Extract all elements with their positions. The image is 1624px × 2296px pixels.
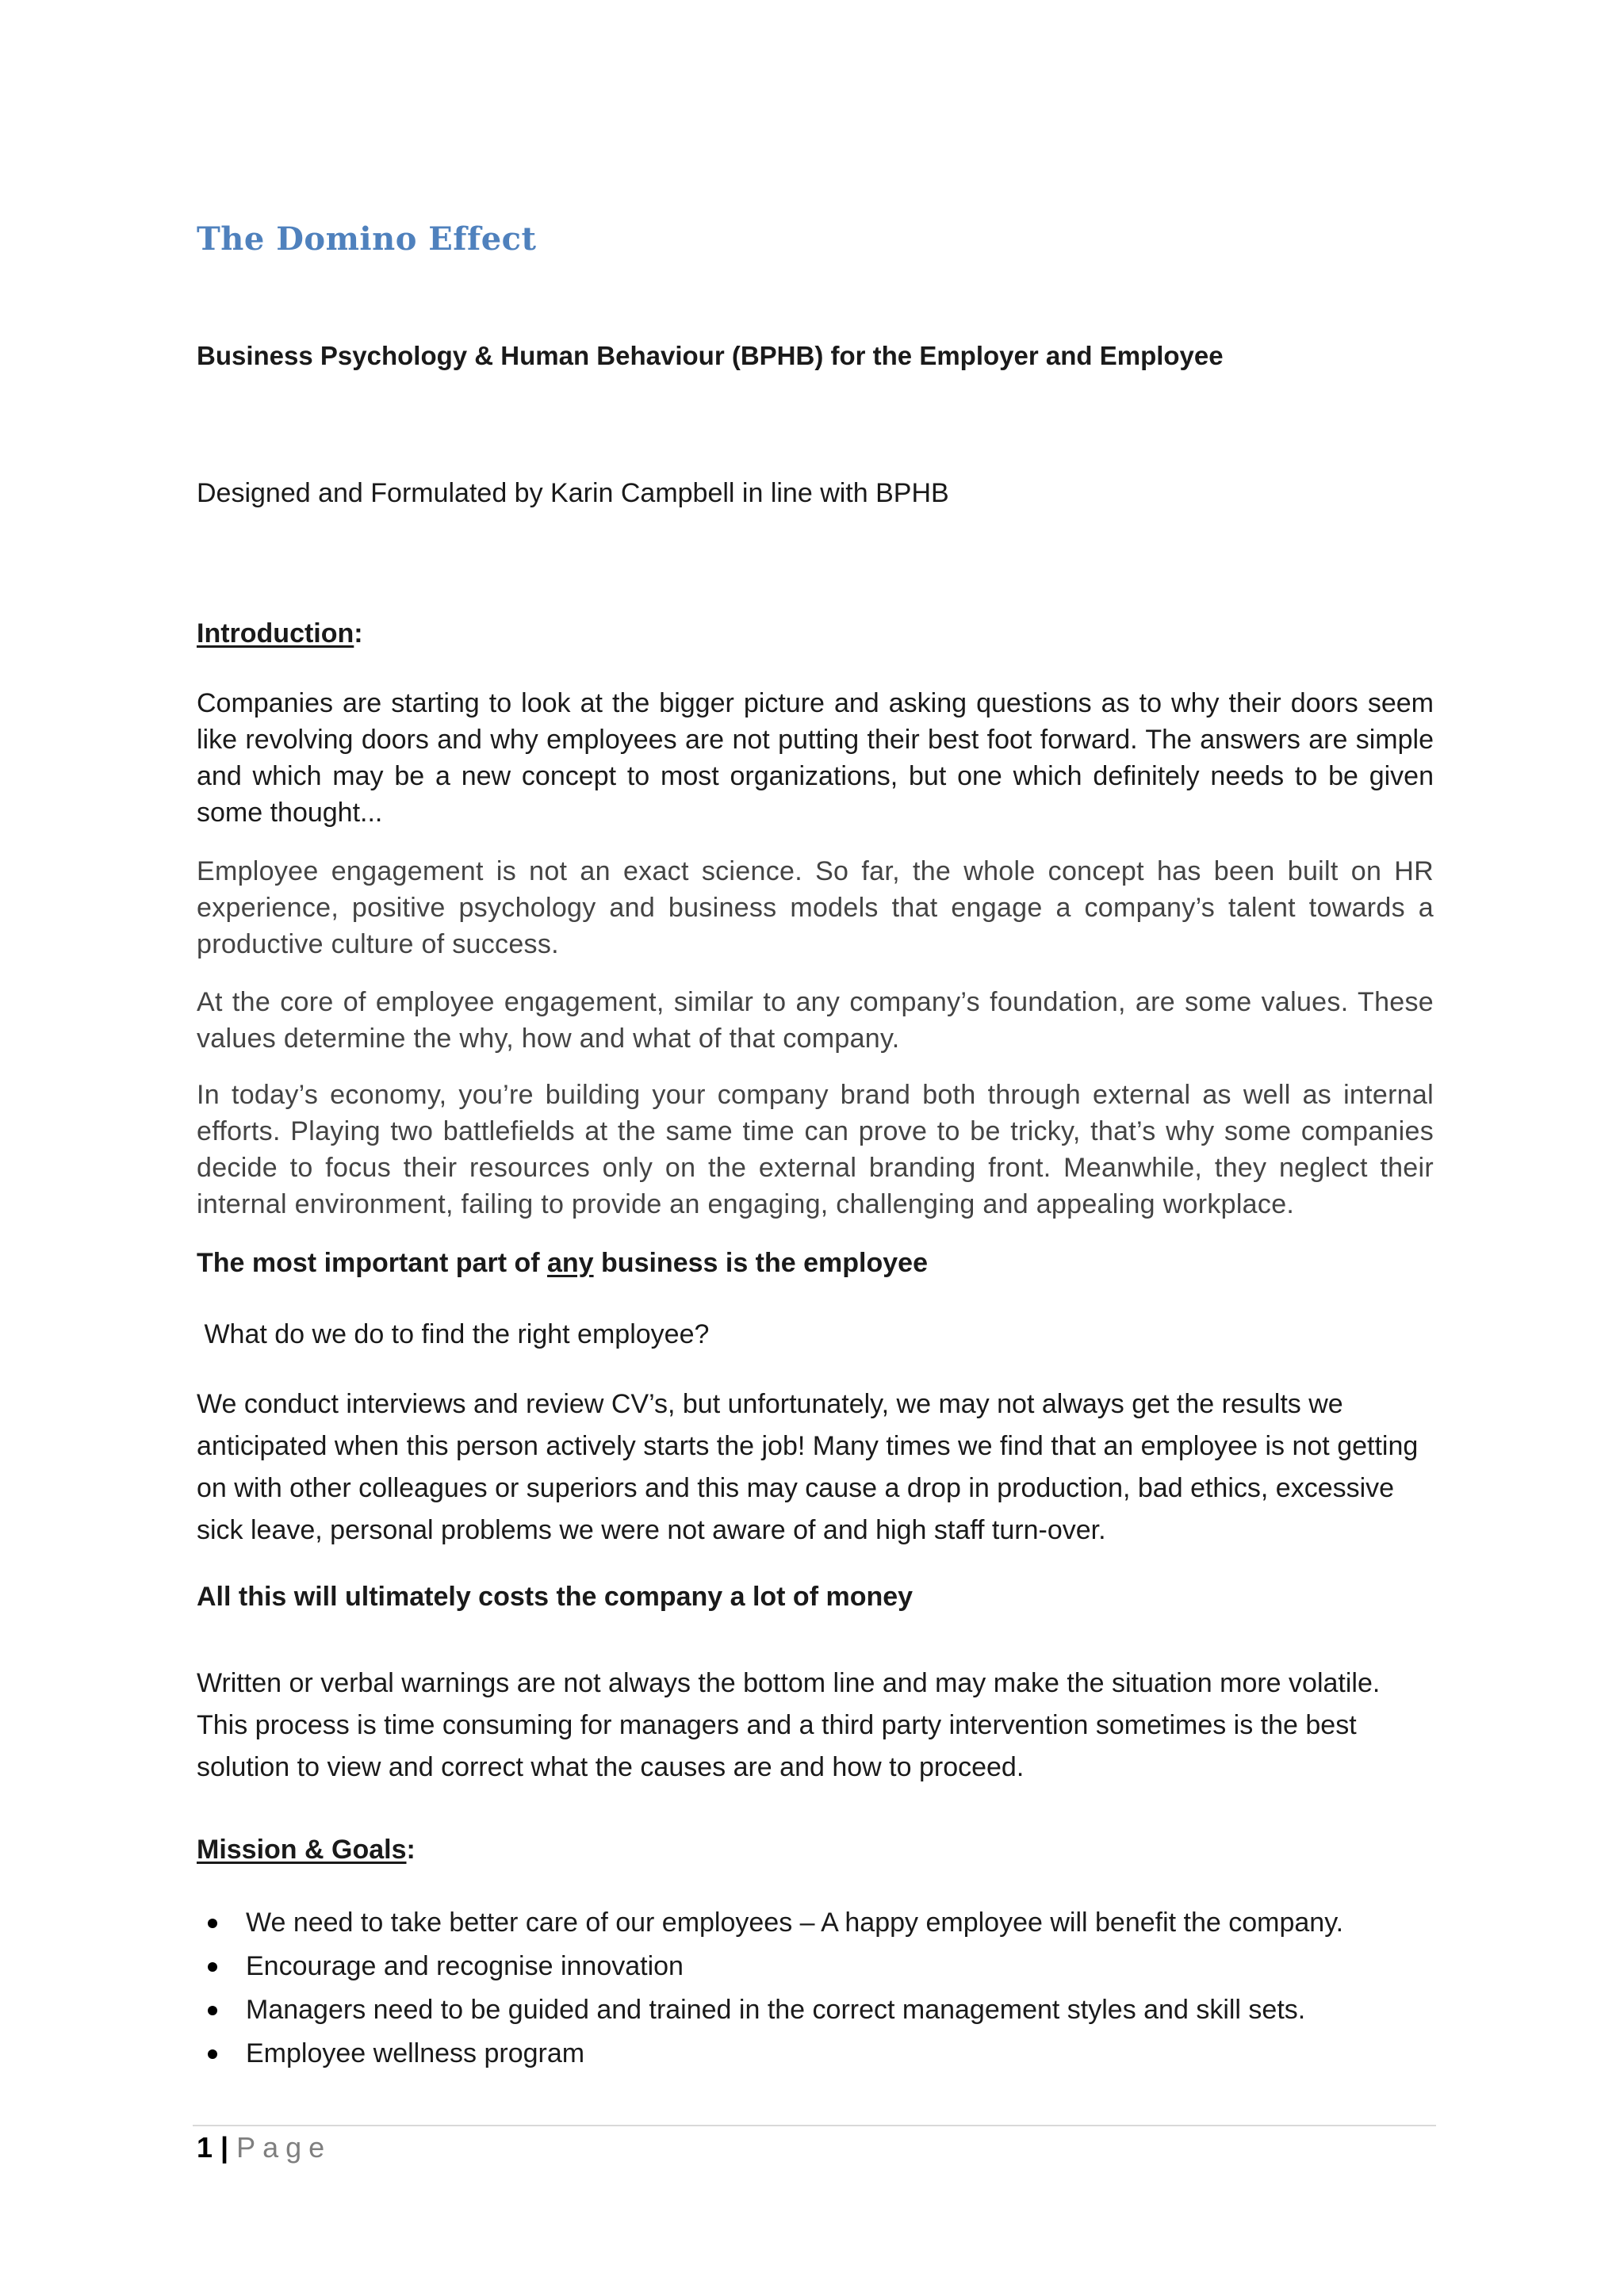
- list-item-text: We need to take better care of our employees – A happy employee will benefit the company.: [246, 1908, 1344, 1938]
- intro-paragraph-3: At the core of employee engagement, similar to any company’s foundation, are some values. These values determine the why, how and what of that company.: [197, 987, 1434, 1054]
- intro-paragraph-1: Companies are starting to look at the bigger picture and asking questions as to why their doors seem like revolving doors and why employees are not putting their best foot forward. The answers are simple and which may be a new concept to most organizations, but one which definitely needs to be given some thought...: [197, 688, 1434, 828]
- mission-goals-list: [197, 1901, 1434, 2076]
- employee-heading-post: business is the employee: [593, 1248, 928, 1278]
- mission-heading-colon: :: [406, 1835, 416, 1865]
- mission-heading: [197, 1835, 1434, 1866]
- employee-question: What do we do to find the right employee?: [197, 1319, 710, 1349]
- intro-paragraph-4: In today’s economy, you’re building your company brand both through external as well as internal efforts. Playing two battlefields at the same time can prove to be tricky, that’s why some companies decide to focus their resources only on the external branding front. Meanwhile, they neglect their internal environment, failing to provide an engaging, challenging and appealing workplace.: [197, 1080, 1434, 1219]
- page-number: 1: [197, 2131, 213, 2164]
- document-title: The Domino Effect: [197, 220, 537, 258]
- cost-paragraph: Written or verbal warnings are not always the bottom line and may make the situation more volatile. This process is time consuming for managers and a third party intervention sometimes is the best solution to view and correct what the causes are and how to proceed.: [197, 1668, 1381, 1782]
- list-item-text: Encourage and recognise innovation: [246, 1951, 684, 1981]
- list-item: [197, 1945, 1434, 1988]
- list-item-text: Managers need to be guided and trained in the correct management styles and skill sets.: [246, 1995, 1306, 2025]
- employee-heading-pre: The most important part of: [197, 1248, 547, 1278]
- introduction-heading: [197, 618, 1434, 649]
- employee-heading: [197, 1248, 1434, 1279]
- bullet-icon: [208, 2006, 217, 2015]
- intro-paragraph-2: Employee engagement is not an exact science. So far, the whole concept has been built on HR experience, positive psychology and business models that engage a company’s talent towards a productive culture of success.: [197, 856, 1434, 959]
- footer-divider: [193, 2125, 1436, 2126]
- document-byline: Designed and Formulated by Karin Campbell in line with BPHB: [197, 478, 949, 508]
- introduction-heading-colon: :: [354, 618, 363, 649]
- page-footer: [197, 2131, 331, 2164]
- list-item-text: Employee wellness program: [246, 2038, 585, 2068]
- list-item: [197, 1988, 1434, 2032]
- employee-heading-underlined: any: [547, 1248, 594, 1278]
- cost-heading: All this will ultimately costs the company a lot of money: [197, 1582, 914, 1612]
- page-label: Page: [236, 2131, 332, 2164]
- bullet-icon: [208, 2049, 217, 2059]
- list-item: [197, 2032, 1434, 2076]
- bullet-icon: [208, 1962, 217, 1972]
- employee-paragraph: We conduct interviews and review CV’s, but unfortunately, we may not always get the results we anticipated when this person actively starts the job! Many times we find that an employee is not getting on with other colleagues or superiors and this may cause a drop in production, bad ethics, excessive sick leave, personal problems we were not aware of and high staff turn-over.: [197, 1389, 1419, 1545]
- list-item: [197, 1901, 1434, 1945]
- document-subtitle: Business Psychology & Human Behaviour (BPHB) for the Employer and Employee: [197, 341, 1224, 370]
- introduction-heading-text: Introduction: [197, 618, 354, 649]
- footer-separator: |: [220, 2131, 229, 2164]
- bullet-icon: [208, 1919, 217, 1928]
- mission-heading-text: Mission & Goals: [197, 1835, 407, 1865]
